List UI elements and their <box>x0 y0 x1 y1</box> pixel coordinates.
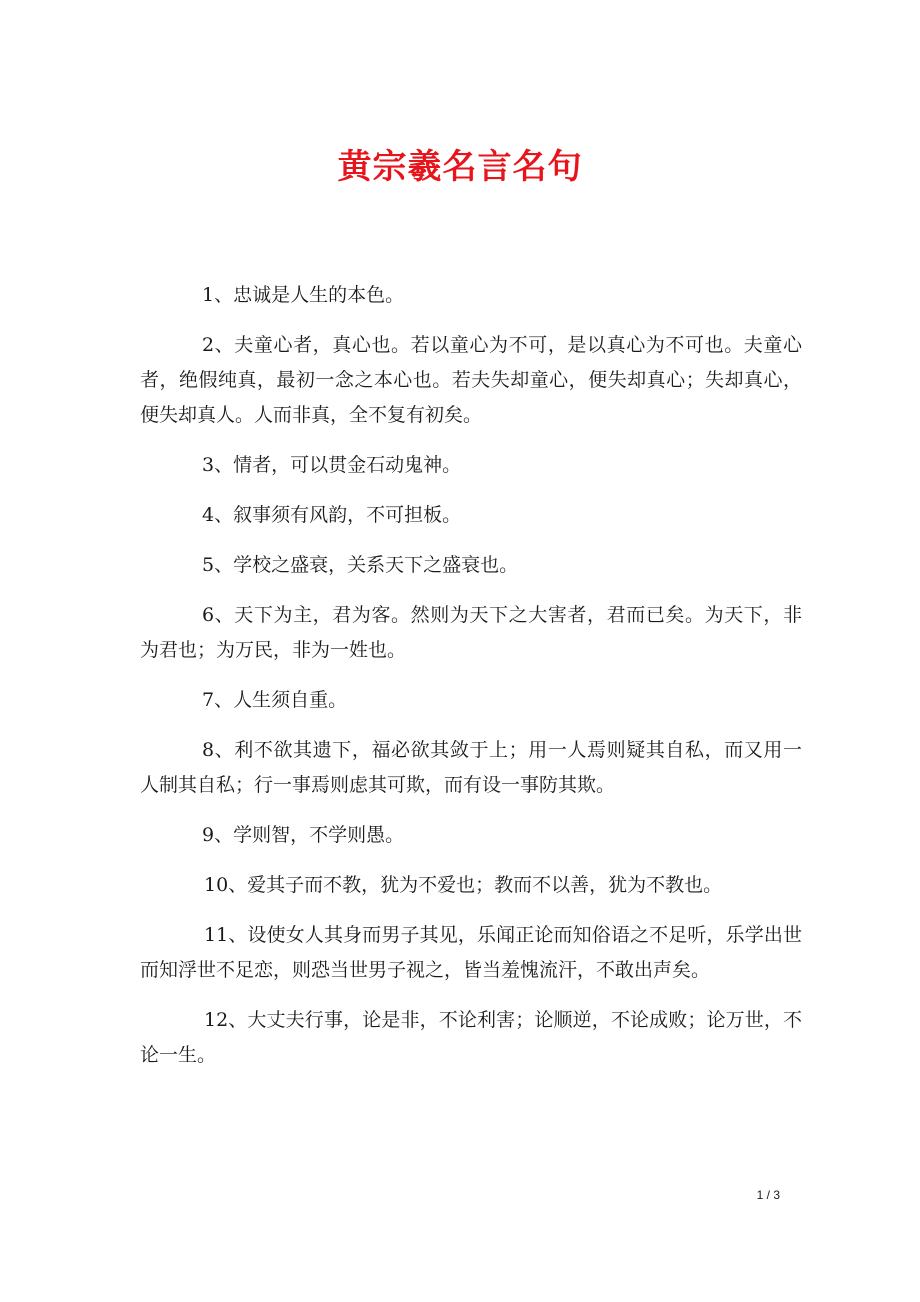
quote-list <box>140 278 802 1088</box>
quote-item: 7、人生须自重。 <box>202 689 348 711</box>
page-title: 黄宗羲名言名句 <box>337 147 583 187</box>
quote-item: 11、设使女人其身而男子其见，乐闻正论而知俗语之不足听，乐学出世而知浮世不足恋，则恐当世男子视之，皆当羞愧流汗，不敢出声矣。 <box>140 924 802 981</box>
quote-item: 3、情者，可以贯金石动鬼神。 <box>202 454 462 476</box>
page-number: 1 / 3 <box>756 1188 780 1202</box>
quote-item: 5、学校之盛衰，关系天下之盛衰也。 <box>202 554 519 576</box>
quote-item: 8、利不欲其遗下，福必欲其敛于上；用一人焉则疑其自私，而又用一人制其自私；行一事焉则虑其可欺，而有设一事防其欺。 <box>140 739 802 796</box>
quote-item: 9、学则智，不学则愚。 <box>202 824 405 846</box>
quote-item: 10、爱其子而不教，犹为不爱也；教而不以善，犹为不教也。 <box>204 874 723 896</box>
quote-item: 4、叙事须有风韵，不可担板。 <box>202 504 462 526</box>
quote-item: 12、大丈夫行事，论是非，不论利害；论顺逆，不论成败；论万世，不论一生。 <box>140 1009 802 1066</box>
quote-item: 1、忠诚是人生的本色。 <box>202 284 405 306</box>
quote-item: 2、夫童心者，真心也。若以童心为不可，是以真心为不可也。夫童心者，绝假纯真，最初一念之本心也。若夫失却童心，便失却真心；失却真心，便失却真人。人而非真，全不复有初矣。 <box>140 334 802 426</box>
quote-item: 6、天下为主，君为客。然则为天下之大害者，君而已矣。为天下，非为君也；为万民，非为一姓也。 <box>140 604 802 661</box>
